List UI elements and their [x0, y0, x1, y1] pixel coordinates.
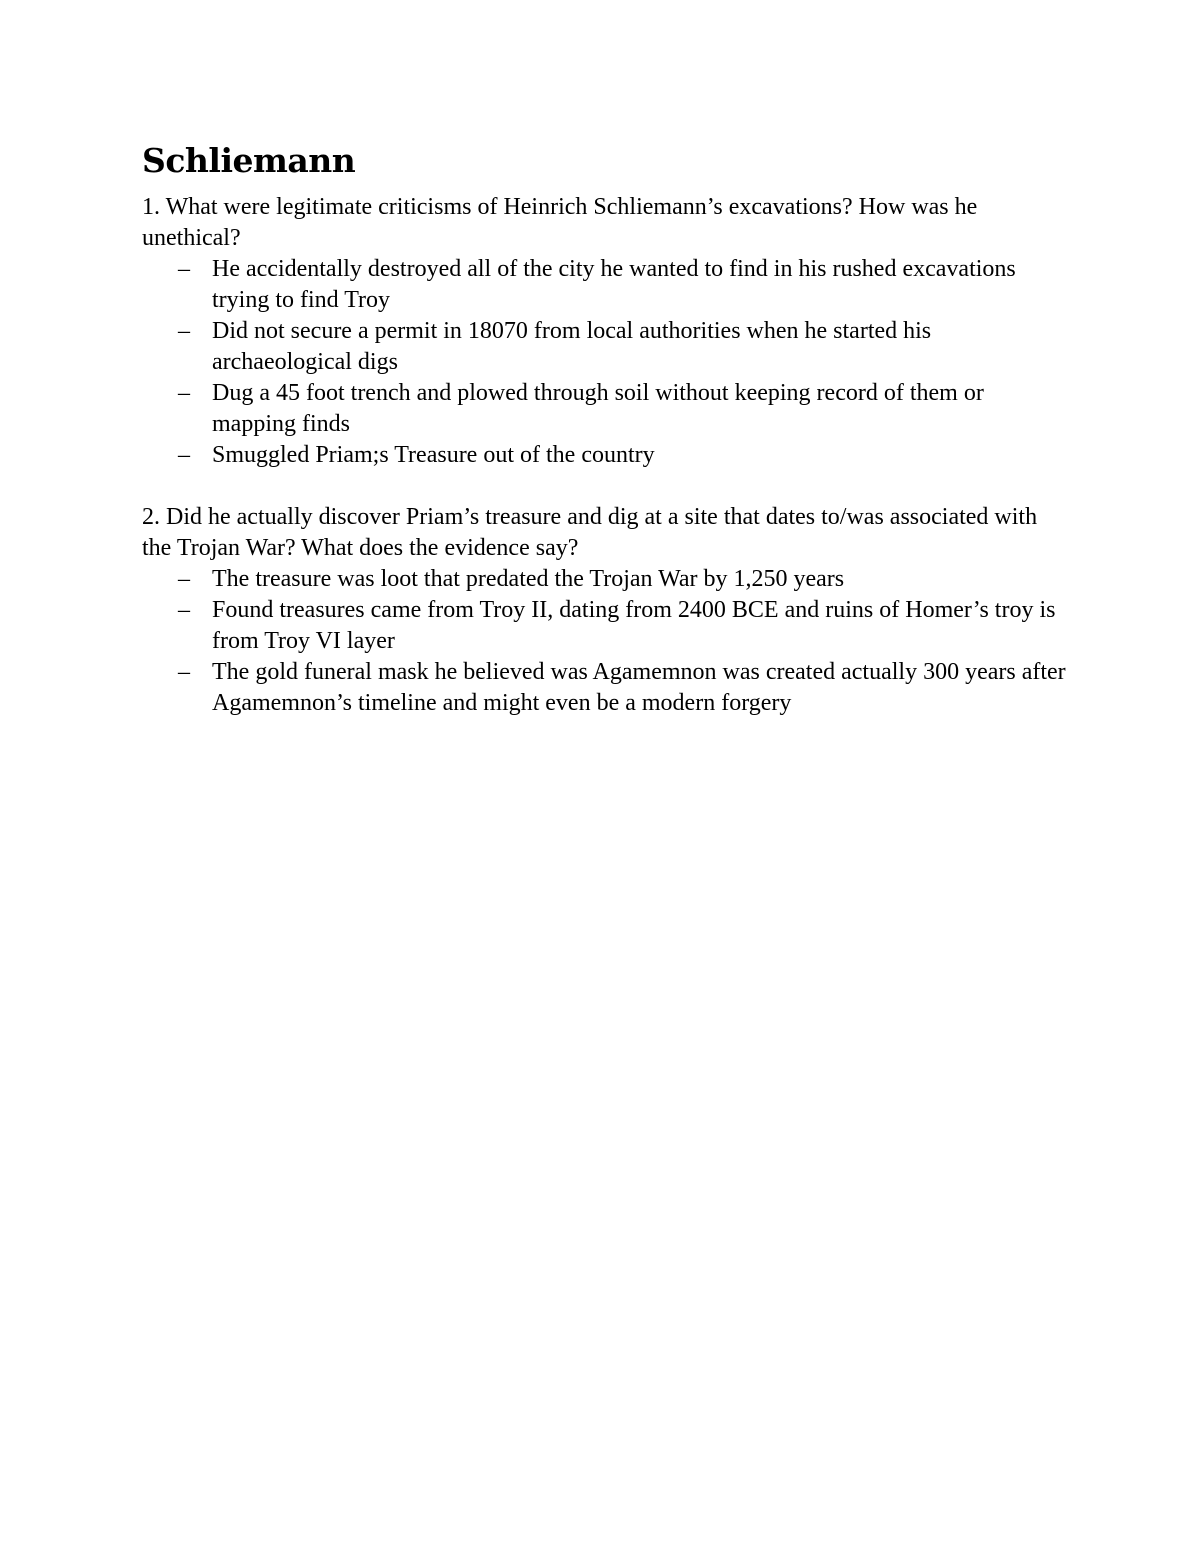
dash-bullet: –	[178, 442, 190, 468]
dash-bullet: –	[178, 659, 190, 685]
question-1-text: 1. What were legitimate criticisms of Heinrich Schliemann’s excavations? How was he unethical?	[142, 194, 978, 251]
answer-text: Smuggled Priam;s Treasure out of the country	[212, 442, 655, 468]
answer-text: He accidentally destroyed all of the city he wanted to find in his rushed excavations trying to find Troy	[212, 256, 1016, 313]
dash-bullet: –	[178, 380, 190, 406]
answer-item	[142, 564, 1072, 595]
dash-bullet: –	[178, 597, 190, 623]
answer-item	[142, 440, 1072, 471]
answer-text: The gold funeral mask he believed was Agamemnon was created actually 300 years after Agamemnon’s timeline and might even be a modern forgery	[212, 659, 1066, 716]
answer-item	[142, 595, 1072, 657]
dash-bullet: –	[178, 256, 190, 282]
paragraph-spacer	[142, 471, 1072, 502]
question-1-answers	[142, 254, 1072, 471]
dash-bullet: –	[178, 566, 190, 592]
answer-text: The treasure was loot that predated the Trojan War by 1,250 years	[212, 566, 845, 592]
question-block-1	[142, 192, 1072, 471]
answer-item	[142, 657, 1072, 719]
answer-item	[142, 316, 1072, 378]
answer-item	[142, 378, 1072, 440]
document-page	[142, 140, 1072, 719]
dash-bullet: –	[178, 318, 190, 344]
answer-item	[142, 254, 1072, 316]
question-2-text: 2. Did he actually discover Priam’s treasure and dig at a site that dates to/was associated with the Trojan War? What does the evidence say?	[142, 504, 1038, 561]
answer-text: Dug a 45 foot trench and plowed through soil without keeping record of them or mapping finds	[212, 380, 984, 437]
document-title: Schliemann	[142, 141, 356, 180]
answer-text: Did not secure a permit in 18070 from local authorities when he started his archaeological digs	[212, 318, 932, 375]
answer-text: Found treasures came from Troy II, dating from 2400 BCE and ruins of Homer’s troy is from Troy VI layer	[212, 597, 1056, 654]
question-2-answers	[142, 564, 1072, 719]
question-block-2	[142, 502, 1072, 719]
